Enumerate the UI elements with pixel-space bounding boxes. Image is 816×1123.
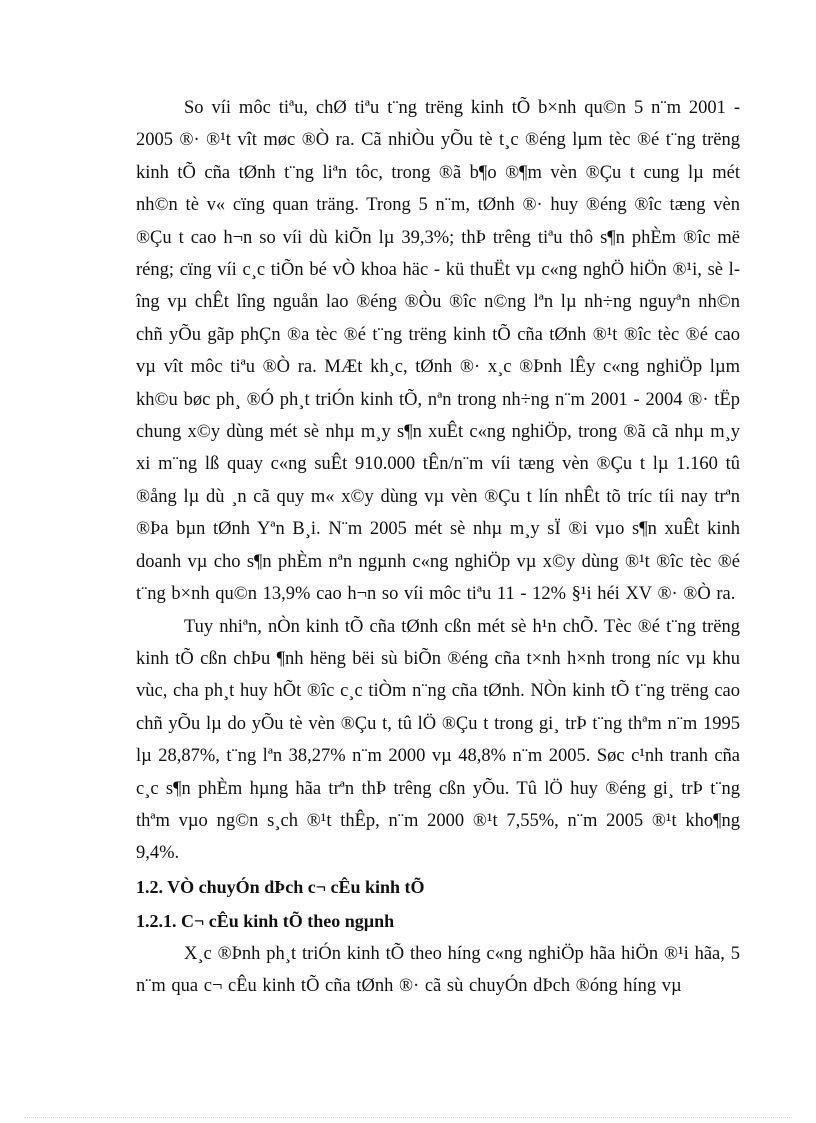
paragraph-structure: X¸c ®Þnh ph¸t triÓn kinh tÕ theo híng c«ng nghiÖp hãa hiÖn ®¹i hãa, 5 n¨m qua c¬ cÊu kinh tÕ cña tØnh ®· cã sù chuyÓn dÞch ®óng híng vµ xyxy=(136,943,740,997)
subsection-heading: 1.2.1. C¬ cÊu kinh tÕ theo ngµnh xyxy=(136,910,395,931)
page-bottom-divider xyxy=(24,1117,792,1118)
paragraph-growth-targets: So víi môc tiªu, chØ tiªu t¨ng trëng kinh tÕ b×nh qu©n 5 n¨m 2001 - 2005 ®· ®¹t vît møc ®Ò ra. Cã nhiÒu yÕu tè t¸c ®éng lµm tèc ®é t¨ng trëng kinh tÕ cña tØnh t¨ng liªn tôc, trong ®ã b¶o ®¶m vèn ®Çu t cung lµ mét nh©n tè v« cïng quan träng. Trong 5 n¨m, tØnh ®· huy ®éng ®îc tæng vèn ®Çu t cao h¬n so víi dù kiÕn lµ 39,3%; thÞ trêng tiªu thô s¶n phÈm ®îc më réng; cïng víi c¸c tiÕn bé vÒ khoa häc - kü thuËt vµ c«ng nghÖ hiÖn ®¹i, sè lîng vµ chÊt lîng nguån lao ®éng ®Òu ®îc n©ng lªn lµ nh÷ng nguyªn nh©n chñ yÕu gãp phÇn ®a tèc ®é t¨ng trëng kinh tÕ cña tØnh ®¹t ®îc tèc ®é cao vµ vît môc tiªu ®Ò ra. MÆt kh¸c, tØnh ®· x¸c ®Þnh lÊy c«ng nghiÖp lµm kh©u bøc ph¸ ®Ó ph¸t triÓn kinh tÕ, nªn trong nh÷ng n¨m 2001 - 2004 ®· tËp chung x©y dùng mét sè nhµ m¸y s¶n xuÊt c«ng nghiÖp, trong ®ã cã nhµ m¸y xi m¨ng lß quay c«ng suÊt 910.000 tÊn/n¨m víi tæng vèn ®Çu t lµ 1.160 tû ®ång lµ dù ¸n cã quy m« x©y dùng vµ vèn ®Çu t lín nhÊt tõ tríc tíi nay trªn ®Þa bµn tØnh Yªn B¸i. N¨m 2005 mét sè nhµ m¸y sÏ ®i vµo s¶n xuÊt kinh doanh vµ cho s¶n phÈm nªn ngµnh c«ng nghiÖp vµ x©y dùng ®¹t ®îc tèc ®é t¨ng b×nh qu©n 13,9% cao h¬n so víi môc tiªu 11 - 12% §¹i héi XV ®· ®Ò ra. xyxy=(136,98,740,605)
document-page xyxy=(136,92,740,1003)
section-heading: 1.2. VÒ chuyÓn dÞch c¬ cÊu kinh tÕ xyxy=(136,876,425,897)
paragraph-limitations: Tuy nhiªn, nÒn kinh tÕ cña tØnh cßn mét sè h¹n chÕ. Tèc ®é t¨ng trëng kinh tÕ cßn chÞu ¶nh hëng bëi sù biÕn ®éng cña t×nh h×nh trong níc vµ khu vùc, cha ph¸t huy hÕt ®îc c¸c tiÒm n¨ng cña tØnh. NÒn kinh tÕ t¨ng trëng cao chñ yÕu lµ do yÕu tè vèn ®Çu t, tû lÖ ®Çu t trong gi¸ trÞ t¨ng thªm n¨m 1995 lµ 28,87%, t¨ng lªn 38,27% n¨m 2000 vµ 48,8% n¨m 2005. Søc c¹nh tranh cña c¸c s¶n phÈm hµng hãa trªn thÞ trêng cßn yÕu. Tû lÖ huy ®éng gi¸ trÞ t¨ng thªm vµo ng©n s¸ch ®¹t thÊp, n¨m 2000 ®¹t 7,55%, n¨m 2005 ®¹t kho¶ng 9,4%. xyxy=(136,616,740,864)
